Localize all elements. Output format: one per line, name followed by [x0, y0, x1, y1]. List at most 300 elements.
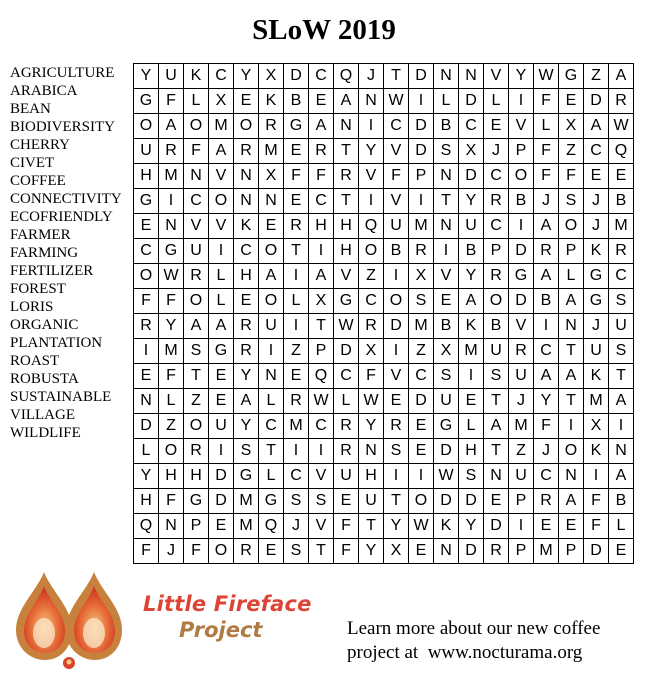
grid-cell[interactable]: O: [234, 114, 259, 139]
grid-cell[interactable]: C: [309, 64, 334, 89]
grid-cell[interactable]: R: [534, 489, 559, 514]
grid-cell[interactable]: I: [584, 464, 609, 489]
grid-cell[interactable]: P: [509, 489, 534, 514]
grid-cell[interactable]: I: [309, 439, 334, 464]
grid-cell[interactable]: E: [384, 389, 409, 414]
grid-cell[interactable]: C: [209, 64, 234, 89]
grid-cell[interactable]: X: [434, 339, 459, 364]
grid-cell[interactable]: N: [484, 464, 509, 489]
grid-cell[interactable]: T: [184, 364, 209, 389]
grid-cell[interactable]: E: [609, 164, 634, 189]
grid-cell[interactable]: G: [584, 264, 609, 289]
grid-cell[interactable]: M: [459, 339, 484, 364]
grid-cell[interactable]: H: [159, 464, 184, 489]
grid-cell[interactable]: J: [584, 214, 609, 239]
grid-cell[interactable]: I: [534, 314, 559, 339]
grid-cell[interactable]: E: [584, 164, 609, 189]
grid-cell[interactable]: V: [384, 139, 409, 164]
grid-cell[interactable]: J: [584, 189, 609, 214]
grid-cell[interactable]: O: [134, 114, 159, 139]
grid-cell[interactable]: K: [584, 239, 609, 264]
grid-cell[interactable]: R: [534, 239, 559, 264]
grid-cell[interactable]: V: [209, 214, 234, 239]
grid-cell[interactable]: I: [284, 314, 309, 339]
grid-cell[interactable]: C: [459, 114, 484, 139]
grid-cell[interactable]: R: [284, 214, 309, 239]
grid-cell[interactable]: T: [384, 489, 409, 514]
grid-cell[interactable]: C: [134, 239, 159, 264]
grid-cell[interactable]: H: [334, 239, 359, 264]
grid-cell[interactable]: L: [534, 114, 559, 139]
grid-cell[interactable]: O: [209, 539, 234, 564]
grid-cell[interactable]: H: [184, 464, 209, 489]
grid-cell[interactable]: U: [509, 364, 534, 389]
grid-cell[interactable]: S: [409, 289, 434, 314]
grid-cell[interactable]: A: [334, 89, 359, 114]
grid-cell[interactable]: R: [134, 314, 159, 339]
grid-cell[interactable]: J: [284, 514, 309, 539]
grid-cell[interactable]: Q: [259, 514, 284, 539]
grid-cell[interactable]: E: [234, 289, 259, 314]
grid-cell[interactable]: G: [134, 89, 159, 114]
grid-cell[interactable]: N: [434, 214, 459, 239]
grid-cell[interactable]: D: [459, 489, 484, 514]
grid-cell[interactable]: S: [434, 139, 459, 164]
grid-cell[interactable]: N: [434, 539, 459, 564]
grid-cell[interactable]: I: [359, 114, 384, 139]
grid-cell[interactable]: L: [459, 414, 484, 439]
grid-cell[interactable]: K: [259, 89, 284, 114]
grid-cell[interactable]: B: [284, 89, 309, 114]
grid-cell[interactable]: F: [284, 164, 309, 189]
grid-cell[interactable]: D: [459, 89, 484, 114]
grid-cell[interactable]: X: [209, 89, 234, 114]
grid-cell[interactable]: O: [559, 214, 584, 239]
grid-cell[interactable]: B: [484, 314, 509, 339]
grid-cell[interactable]: N: [259, 189, 284, 214]
grid-cell[interactable]: V: [434, 264, 459, 289]
grid-cell[interactable]: K: [459, 314, 484, 339]
grid-cell[interactable]: R: [234, 539, 259, 564]
grid-cell[interactable]: O: [484, 289, 509, 314]
grid-cell[interactable]: O: [184, 289, 209, 314]
grid-cell[interactable]: A: [559, 364, 584, 389]
grid-cell[interactable]: U: [434, 389, 459, 414]
grid-cell[interactable]: D: [284, 64, 309, 89]
grid-cell[interactable]: J: [484, 139, 509, 164]
grid-cell[interactable]: I: [209, 439, 234, 464]
grid-cell[interactable]: F: [534, 139, 559, 164]
grid-cell[interactable]: O: [159, 439, 184, 464]
grid-cell[interactable]: D: [434, 439, 459, 464]
grid-cell[interactable]: W: [359, 389, 384, 414]
grid-cell[interactable]: S: [459, 464, 484, 489]
grid-cell[interactable]: Y: [359, 414, 384, 439]
grid-cell[interactable]: T: [309, 314, 334, 339]
grid-cell[interactable]: D: [484, 514, 509, 539]
grid-cell[interactable]: N: [559, 314, 584, 339]
grid-cell[interactable]: L: [209, 289, 234, 314]
grid-cell[interactable]: G: [159, 239, 184, 264]
grid-cell[interactable]: E: [309, 89, 334, 114]
grid-cell[interactable]: D: [409, 114, 434, 139]
grid-cell[interactable]: L: [259, 389, 284, 414]
grid-cell[interactable]: V: [184, 214, 209, 239]
grid-cell[interactable]: C: [309, 189, 334, 214]
grid-cell[interactable]: C: [409, 364, 434, 389]
grid-cell[interactable]: O: [384, 289, 409, 314]
grid-cell[interactable]: O: [509, 164, 534, 189]
grid-cell[interactable]: N: [609, 439, 634, 464]
grid-cell[interactable]: N: [334, 114, 359, 139]
grid-cell[interactable]: Y: [234, 364, 259, 389]
grid-cell[interactable]: T: [609, 364, 634, 389]
grid-cell[interactable]: X: [359, 339, 384, 364]
grid-cell[interactable]: O: [184, 414, 209, 439]
grid-cell[interactable]: D: [409, 139, 434, 164]
grid-cell[interactable]: V: [509, 314, 534, 339]
grid-cell[interactable]: N: [184, 164, 209, 189]
grid-cell[interactable]: R: [334, 164, 359, 189]
grid-cell[interactable]: J: [534, 189, 559, 214]
grid-cell[interactable]: P: [509, 139, 534, 164]
grid-cell[interactable]: U: [259, 314, 284, 339]
grid-cell[interactable]: O: [409, 489, 434, 514]
grid-cell[interactable]: C: [334, 364, 359, 389]
grid-cell[interactable]: B: [609, 489, 634, 514]
grid-cell[interactable]: D: [509, 239, 534, 264]
grid-cell[interactable]: G: [184, 489, 209, 514]
grid-cell[interactable]: M: [534, 539, 559, 564]
grid-cell[interactable]: P: [184, 514, 209, 539]
grid-cell[interactable]: R: [259, 114, 284, 139]
grid-cell[interactable]: E: [409, 539, 434, 564]
grid-cell[interactable]: M: [159, 339, 184, 364]
grid-cell[interactable]: A: [534, 364, 559, 389]
grid-cell[interactable]: E: [209, 364, 234, 389]
grid-cell[interactable]: I: [384, 464, 409, 489]
grid-cell[interactable]: I: [209, 239, 234, 264]
grid-cell[interactable]: I: [284, 264, 309, 289]
grid-cell[interactable]: V: [484, 64, 509, 89]
grid-cell[interactable]: Y: [509, 64, 534, 89]
grid-cell[interactable]: I: [559, 414, 584, 439]
grid-cell[interactable]: Y: [359, 539, 384, 564]
grid-cell[interactable]: N: [159, 514, 184, 539]
grid-cell[interactable]: N: [234, 164, 259, 189]
grid-cell[interactable]: D: [409, 64, 434, 89]
grid-cell[interactable]: P: [509, 539, 534, 564]
grid-cell[interactable]: F: [584, 489, 609, 514]
grid-cell[interactable]: A: [309, 114, 334, 139]
grid-cell[interactable]: C: [284, 464, 309, 489]
grid-cell[interactable]: R: [234, 339, 259, 364]
grid-cell[interactable]: Y: [134, 464, 159, 489]
grid-cell[interactable]: E: [484, 489, 509, 514]
grid-cell[interactable]: F: [159, 89, 184, 114]
grid-cell[interactable]: W: [409, 514, 434, 539]
grid-cell[interactable]: S: [609, 339, 634, 364]
grid-cell[interactable]: H: [459, 439, 484, 464]
grid-cell[interactable]: F: [334, 514, 359, 539]
grid-cell[interactable]: E: [534, 514, 559, 539]
grid-cell[interactable]: C: [484, 164, 509, 189]
grid-cell[interactable]: R: [184, 439, 209, 464]
grid-cell[interactable]: C: [184, 189, 209, 214]
grid-cell[interactable]: L: [434, 89, 459, 114]
grid-cell[interactable]: B: [434, 314, 459, 339]
grid-cell[interactable]: E: [459, 389, 484, 414]
grid-cell[interactable]: E: [559, 89, 584, 114]
grid-cell[interactable]: W: [609, 114, 634, 139]
grid-cell[interactable]: T: [259, 439, 284, 464]
grid-cell[interactable]: E: [484, 114, 509, 139]
grid-cell[interactable]: G: [259, 489, 284, 514]
grid-cell[interactable]: I: [409, 89, 434, 114]
grid-cell[interactable]: T: [559, 389, 584, 414]
grid-cell[interactable]: H: [334, 214, 359, 239]
grid-cell[interactable]: L: [609, 514, 634, 539]
grid-cell[interactable]: Z: [584, 64, 609, 89]
grid-cell[interactable]: R: [384, 414, 409, 439]
grid-cell[interactable]: N: [559, 464, 584, 489]
grid-cell[interactable]: G: [284, 114, 309, 139]
grid-cell[interactable]: E: [134, 364, 159, 389]
grid-cell[interactable]: R: [234, 139, 259, 164]
grid-cell[interactable]: K: [584, 439, 609, 464]
grid-cell[interactable]: I: [134, 339, 159, 364]
grid-cell[interactable]: R: [334, 439, 359, 464]
grid-cell[interactable]: U: [209, 414, 234, 439]
grid-cell[interactable]: O: [184, 114, 209, 139]
grid-cell[interactable]: Q: [334, 64, 359, 89]
grid-cell[interactable]: Y: [459, 514, 484, 539]
grid-cell[interactable]: R: [609, 239, 634, 264]
grid-cell[interactable]: X: [259, 64, 284, 89]
grid-cell[interactable]: F: [184, 539, 209, 564]
grid-cell[interactable]: E: [409, 414, 434, 439]
grid-cell[interactable]: F: [134, 539, 159, 564]
grid-cell[interactable]: N: [434, 64, 459, 89]
grid-cell[interactable]: C: [534, 339, 559, 364]
grid-cell[interactable]: V: [334, 264, 359, 289]
grid-cell[interactable]: G: [334, 289, 359, 314]
grid-cell[interactable]: E: [259, 214, 284, 239]
grid-cell[interactable]: A: [534, 264, 559, 289]
grid-cell[interactable]: R: [159, 139, 184, 164]
grid-cell[interactable]: D: [509, 289, 534, 314]
grid-cell[interactable]: F: [359, 364, 384, 389]
grid-cell[interactable]: S: [184, 339, 209, 364]
grid-cell[interactable]: A: [234, 389, 259, 414]
grid-cell[interactable]: E: [409, 439, 434, 464]
grid-cell[interactable]: A: [484, 414, 509, 439]
grid-cell[interactable]: I: [384, 264, 409, 289]
grid-cell[interactable]: Y: [134, 64, 159, 89]
grid-cell[interactable]: R: [309, 139, 334, 164]
grid-cell[interactable]: X: [259, 164, 284, 189]
grid-cell[interactable]: E: [259, 539, 284, 564]
grid-cell[interactable]: P: [484, 239, 509, 264]
grid-cell[interactable]: F: [334, 539, 359, 564]
grid-cell[interactable]: Y: [534, 389, 559, 414]
grid-cell[interactable]: P: [409, 164, 434, 189]
grid-cell[interactable]: F: [534, 89, 559, 114]
grid-cell[interactable]: N: [359, 439, 384, 464]
grid-cell[interactable]: Y: [234, 414, 259, 439]
grid-cell[interactable]: D: [209, 489, 234, 514]
grid-cell[interactable]: O: [209, 189, 234, 214]
grid-cell[interactable]: A: [584, 114, 609, 139]
grid-cell[interactable]: Z: [284, 339, 309, 364]
grid-cell[interactable]: S: [309, 489, 334, 514]
grid-cell[interactable]: G: [134, 189, 159, 214]
grid-cell[interactable]: Q: [609, 139, 634, 164]
grid-cell[interactable]: Z: [509, 439, 534, 464]
grid-cell[interactable]: W: [384, 89, 409, 114]
grid-cell[interactable]: T: [334, 189, 359, 214]
grid-cell[interactable]: M: [409, 214, 434, 239]
grid-cell[interactable]: T: [559, 339, 584, 364]
grid-cell[interactable]: T: [334, 139, 359, 164]
grid-cell[interactable]: V: [384, 189, 409, 214]
grid-cell[interactable]: V: [309, 464, 334, 489]
grid-cell[interactable]: C: [259, 414, 284, 439]
grid-cell[interactable]: Y: [459, 264, 484, 289]
grid-cell[interactable]: T: [384, 64, 409, 89]
grid-cell[interactable]: M: [259, 139, 284, 164]
grid-cell[interactable]: C: [609, 264, 634, 289]
grid-cell[interactable]: D: [409, 389, 434, 414]
grid-cell[interactable]: J: [359, 64, 384, 89]
grid-cell[interactable]: A: [609, 389, 634, 414]
grid-cell[interactable]: D: [584, 539, 609, 564]
grid-cell[interactable]: N: [359, 89, 384, 114]
grid-cell[interactable]: U: [134, 139, 159, 164]
grid-cell[interactable]: A: [209, 139, 234, 164]
grid-cell[interactable]: Q: [134, 514, 159, 539]
grid-cell[interactable]: X: [584, 414, 609, 439]
grid-cell[interactable]: E: [234, 89, 259, 114]
grid-cell[interactable]: B: [434, 114, 459, 139]
grid-cell[interactable]: M: [509, 414, 534, 439]
grid-cell[interactable]: L: [559, 264, 584, 289]
grid-cell[interactable]: V: [509, 114, 534, 139]
grid-cell[interactable]: N: [134, 389, 159, 414]
grid-cell[interactable]: A: [559, 289, 584, 314]
grid-cell[interactable]: W: [309, 389, 334, 414]
grid-cell[interactable]: A: [459, 289, 484, 314]
grid-cell[interactable]: F: [559, 164, 584, 189]
grid-cell[interactable]: O: [134, 264, 159, 289]
grid-cell[interactable]: I: [384, 339, 409, 364]
grid-cell[interactable]: X: [409, 264, 434, 289]
grid-cell[interactable]: X: [309, 289, 334, 314]
grid-cell[interactable]: S: [484, 364, 509, 389]
grid-cell[interactable]: A: [259, 264, 284, 289]
grid-cell[interactable]: A: [559, 489, 584, 514]
grid-cell[interactable]: M: [409, 314, 434, 339]
grid-cell[interactable]: V: [309, 514, 334, 539]
grid-cell[interactable]: P: [559, 539, 584, 564]
grid-cell[interactable]: U: [459, 214, 484, 239]
grid-cell[interactable]: H: [134, 164, 159, 189]
grid-cell[interactable]: A: [159, 114, 184, 139]
grid-cell[interactable]: M: [209, 114, 234, 139]
grid-cell[interactable]: M: [159, 164, 184, 189]
grid-cell[interactable]: S: [434, 364, 459, 389]
grid-cell[interactable]: H: [134, 489, 159, 514]
grid-cell[interactable]: L: [484, 89, 509, 114]
grid-cell[interactable]: M: [609, 214, 634, 239]
grid-cell[interactable]: A: [534, 214, 559, 239]
grid-cell[interactable]: N: [259, 364, 284, 389]
grid-cell[interactable]: I: [409, 189, 434, 214]
grid-cell[interactable]: R: [509, 339, 534, 364]
grid-cell[interactable]: C: [309, 414, 334, 439]
grid-cell[interactable]: A: [309, 264, 334, 289]
grid-cell[interactable]: K: [434, 514, 459, 539]
grid-cell[interactable]: C: [234, 239, 259, 264]
grid-cell[interactable]: R: [484, 539, 509, 564]
grid-cell[interactable]: E: [284, 139, 309, 164]
grid-cell[interactable]: M: [284, 414, 309, 439]
grid-cell[interactable]: I: [359, 189, 384, 214]
grid-cell[interactable]: N: [434, 164, 459, 189]
grid-cell[interactable]: Z: [159, 414, 184, 439]
grid-cell[interactable]: E: [334, 489, 359, 514]
grid-cell[interactable]: F: [384, 164, 409, 189]
grid-cell[interactable]: B: [384, 239, 409, 264]
grid-cell[interactable]: M: [584, 389, 609, 414]
grid-cell[interactable]: E: [609, 539, 634, 564]
grid-cell[interactable]: T: [359, 514, 384, 539]
grid-cell[interactable]: D: [434, 489, 459, 514]
grid-cell[interactable]: V: [209, 164, 234, 189]
grid-cell[interactable]: Y: [359, 139, 384, 164]
grid-cell[interactable]: R: [284, 389, 309, 414]
grid-cell[interactable]: Z: [359, 264, 384, 289]
grid-cell[interactable]: M: [234, 514, 259, 539]
grid-cell[interactable]: J: [534, 439, 559, 464]
grid-cell[interactable]: E: [209, 389, 234, 414]
grid-cell[interactable]: G: [209, 339, 234, 364]
grid-cell[interactable]: Z: [559, 139, 584, 164]
grid-cell[interactable]: J: [159, 539, 184, 564]
grid-cell[interactable]: K: [584, 364, 609, 389]
grid-cell[interactable]: W: [434, 464, 459, 489]
grid-cell[interactable]: C: [584, 139, 609, 164]
grid-cell[interactable]: G: [234, 464, 259, 489]
grid-cell[interactable]: N: [159, 214, 184, 239]
grid-cell[interactable]: E: [559, 514, 584, 539]
grid-cell[interactable]: Y: [159, 314, 184, 339]
grid-cell[interactable]: O: [559, 439, 584, 464]
grid-cell[interactable]: T: [434, 189, 459, 214]
grid-cell[interactable]: B: [459, 239, 484, 264]
grid-cell[interactable]: S: [559, 189, 584, 214]
grid-cell[interactable]: Z: [184, 389, 209, 414]
grid-cell[interactable]: L: [259, 464, 284, 489]
grid-cell[interactable]: I: [509, 214, 534, 239]
grid-cell[interactable]: O: [259, 289, 284, 314]
grid-cell[interactable]: E: [134, 214, 159, 239]
grid-cell[interactable]: G: [584, 289, 609, 314]
grid-cell[interactable]: H: [359, 464, 384, 489]
grid-cell[interactable]: I: [309, 239, 334, 264]
grid-cell[interactable]: F: [134, 289, 159, 314]
grid-cell[interactable]: U: [359, 489, 384, 514]
